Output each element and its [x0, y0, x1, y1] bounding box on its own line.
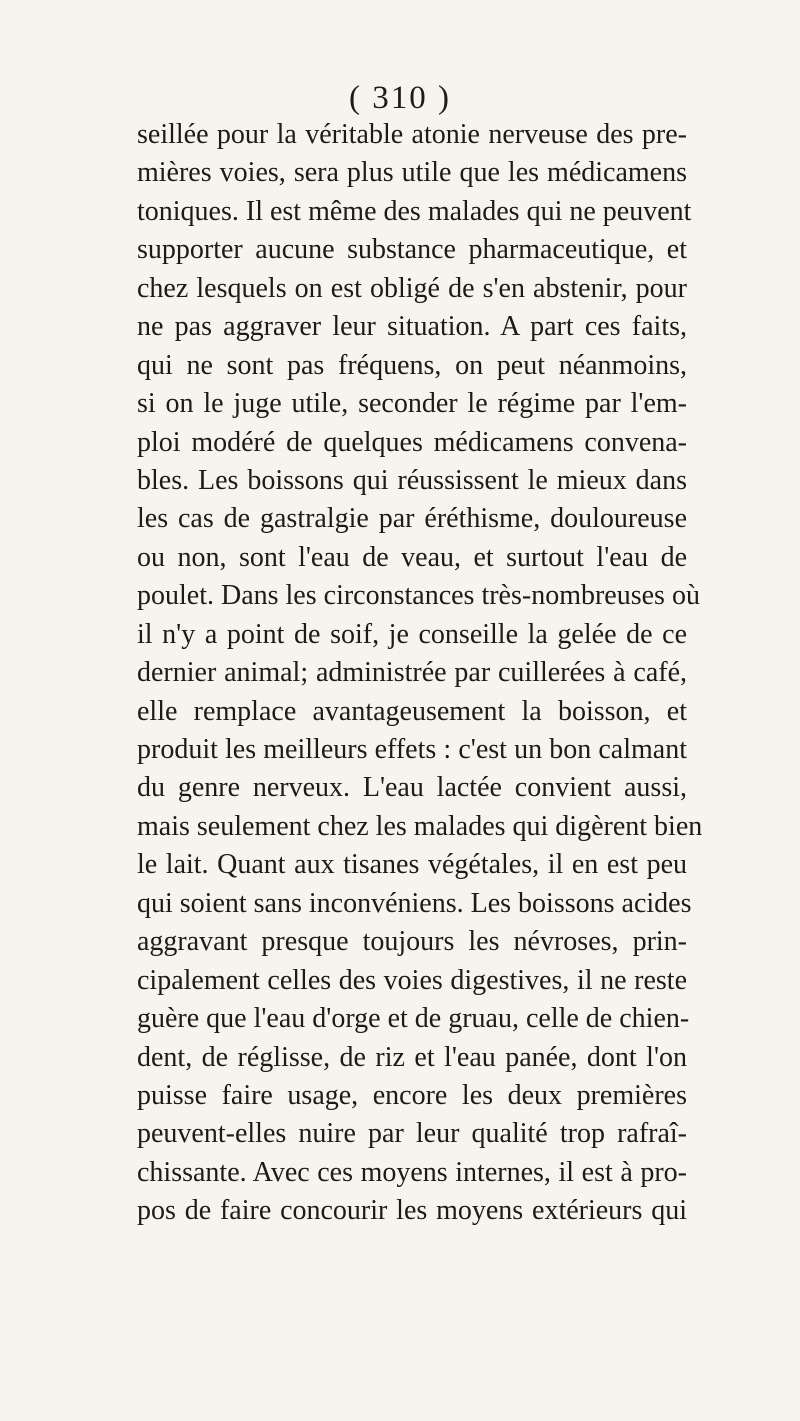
text-line: chez lesquels on est obligé de s'en abstenir, pour: [137, 272, 687, 304]
text-line: mais seulement chez les malades qui digèrent bien: [137, 810, 703, 842]
text-line: supporter aucune substance pharmaceutique, et: [137, 234, 687, 266]
text-line: produit les meilleurs effets : c'est un bon calmant: [137, 734, 687, 765]
text-line: il n'y a point de soif, je conseille la gelée de ce: [137, 618, 687, 650]
text-line: ploi modéré de quelques médicamens convena-: [137, 426, 687, 458]
text-line: qui ne sont pas fréquens, on peut néanmoins,: [137, 349, 687, 381]
text-line: toniques. Il est même des malades qui ne peuvent: [137, 195, 692, 227]
text-line: guère que l'eau d'orge et de gruau, celle de chien-: [137, 1003, 690, 1035]
text-line: seillée pour la véritable atonie nerveuse des pre-: [137, 119, 687, 150]
text-line: les cas de gastralgie par éréthisme, douloureuse: [137, 503, 687, 535]
text-line: dent, de réglisse, de riz et l'eau panée, dont l'on: [137, 1041, 687, 1073]
text-line: aggravant presque toujours les névroses, prin-: [137, 926, 687, 958]
page-number: ( 310 ): [349, 80, 451, 116]
text-line: si on le juge utile, seconder le régime par l'em-: [137, 388, 687, 420]
text-line: mières voies, sera plus utile que les médicamens: [137, 157, 687, 189]
text-line: poulet. Dans les circonstances très-nombreuses où: [137, 580, 700, 612]
text-line: bles. Les boissons qui réussissent le mieux dans: [137, 464, 687, 496]
text-line: pos de faire concourir les moyens extérieurs qui: [137, 1195, 687, 1227]
text-line: qui soient sans inconvéniens. Les boissons acides: [137, 887, 692, 919]
text-line: peuvent-elles nuire par leur qualité trop rafraî-: [137, 1118, 687, 1150]
text-line: du genre nerveux. L'eau lactée convient aussi,: [137, 772, 687, 804]
body-text: [137, 116, 703, 1231]
text-line: ou non, sont l'eau de veau, et surtout l'eau de: [137, 541, 687, 573]
text-line: puisse faire usage, encore les deux premières: [137, 1079, 687, 1111]
text-line: elle remplace avantageusement la boisson, et: [137, 695, 687, 727]
text-line: ne pas aggraver leur situation. A part ces faits,: [137, 311, 687, 343]
text-line: le lait. Quant aux tisanes végétales, il en est peu: [137, 849, 687, 881]
text-line: chissante. Avec ces moyens internes, il est à pro-: [137, 1156, 687, 1188]
text-line: dernier animal; administrée par cuillerées à café,: [137, 657, 687, 689]
text-line: cipalement celles des voies digestives, il ne reste: [137, 964, 687, 996]
